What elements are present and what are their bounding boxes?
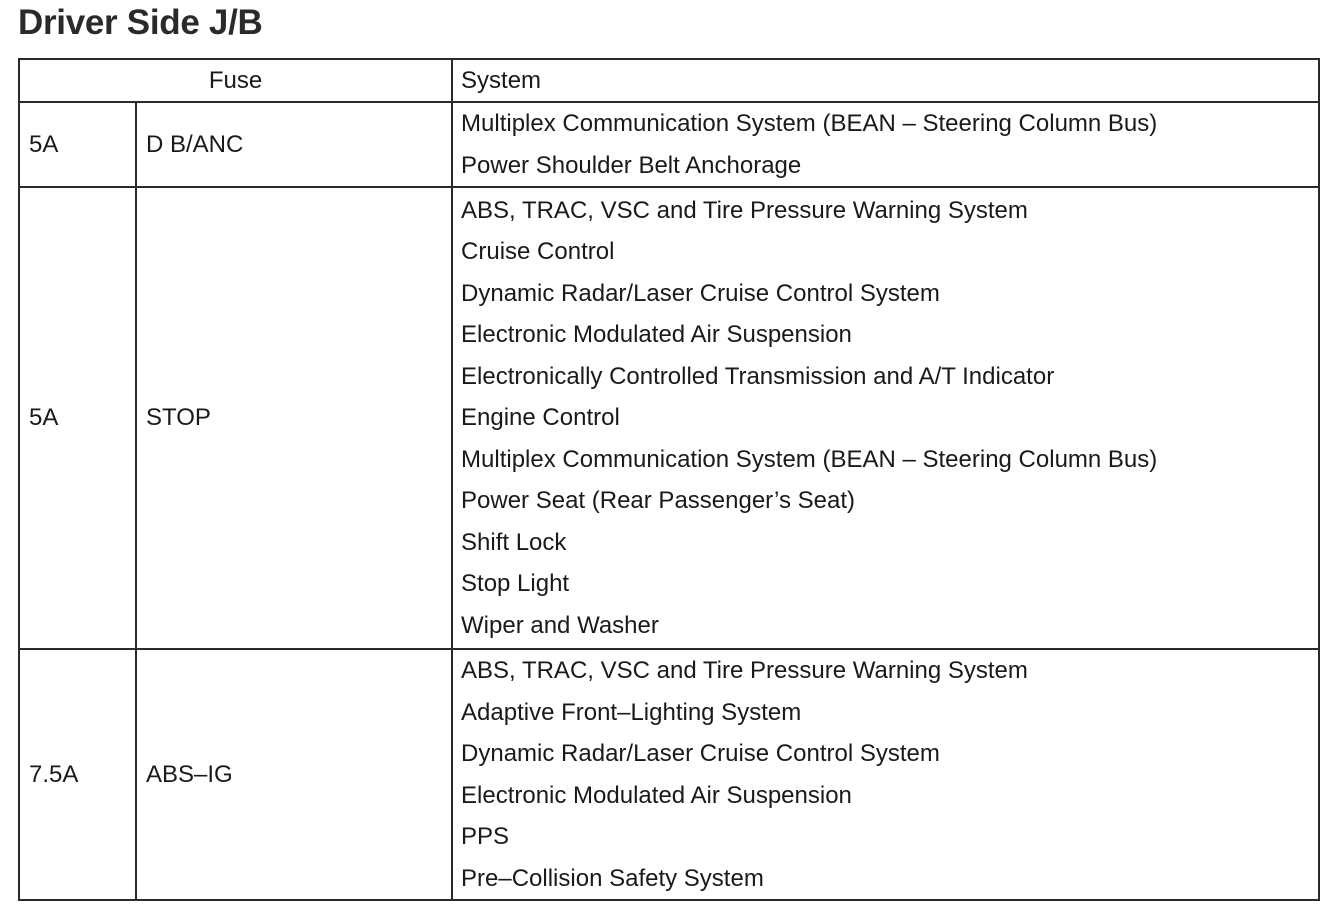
fuse-table (18, 58, 1320, 901)
system-list (461, 103, 1318, 186)
system-item: Cruise Control (461, 238, 615, 266)
table-header-row (19, 59, 1319, 102)
system-item: Shift Lock (461, 528, 567, 556)
system-cell (452, 187, 1319, 649)
system-item: Engine Control (461, 404, 620, 432)
table-row (19, 649, 1319, 900)
system-item: Dynamic Radar/Laser Cruise Control System (461, 279, 940, 307)
system-item: ABS, TRAC, VSC and Tire Pressure Warning System (461, 196, 1028, 224)
system-item: Electronic Modulated Air Suspension (461, 781, 852, 809)
table-row (19, 187, 1319, 649)
system-item: Electronically Controlled Transmission and A/T Indicator (461, 362, 1055, 390)
system-item: Multiplex Communication System (BEAN – Steering Column Bus) (461, 445, 1158, 473)
system-item: Dynamic Radar/Laser Cruise Control System (461, 740, 940, 767)
system-item: PPS (461, 823, 510, 850)
system-item: Adaptive Front–Lighting System (461, 698, 802, 726)
system-item: Power Seat (Rear Passenger’s Seat) (461, 487, 855, 515)
fuse-name: D B/ANC (136, 102, 452, 187)
system-list (461, 190, 1318, 647)
fuse-amperage: 7.5A (19, 649, 136, 900)
system-list (461, 650, 1318, 899)
system-item: Power Shoulder Belt Anchorage (461, 151, 802, 179)
system-item: Pre–Collision Safety System (461, 864, 764, 892)
fuse-name: STOP (136, 187, 452, 649)
system-cell (452, 102, 1319, 187)
system-cell (452, 649, 1319, 900)
system-item: Electronic Modulated Air Suspension (461, 321, 852, 349)
system-item: Stop Light (461, 570, 570, 598)
system-item: Wiper and Washer (461, 611, 659, 639)
fuse-amperage: 5A (19, 187, 136, 649)
system-item: Multiplex Communication System (BEAN – Steering Column Bus) (461, 110, 1158, 137)
page-title: Driver Side J/B (18, 3, 263, 42)
column-header-fuse: Fuse (19, 59, 452, 102)
table-row (19, 102, 1319, 187)
system-item: ABS, TRAC, VSC and Tire Pressure Warning System (461, 657, 1028, 684)
fuse-amperage: 5A (19, 102, 136, 187)
fuse-name: ABS–IG (136, 649, 452, 900)
column-header-system: System (452, 59, 1319, 102)
